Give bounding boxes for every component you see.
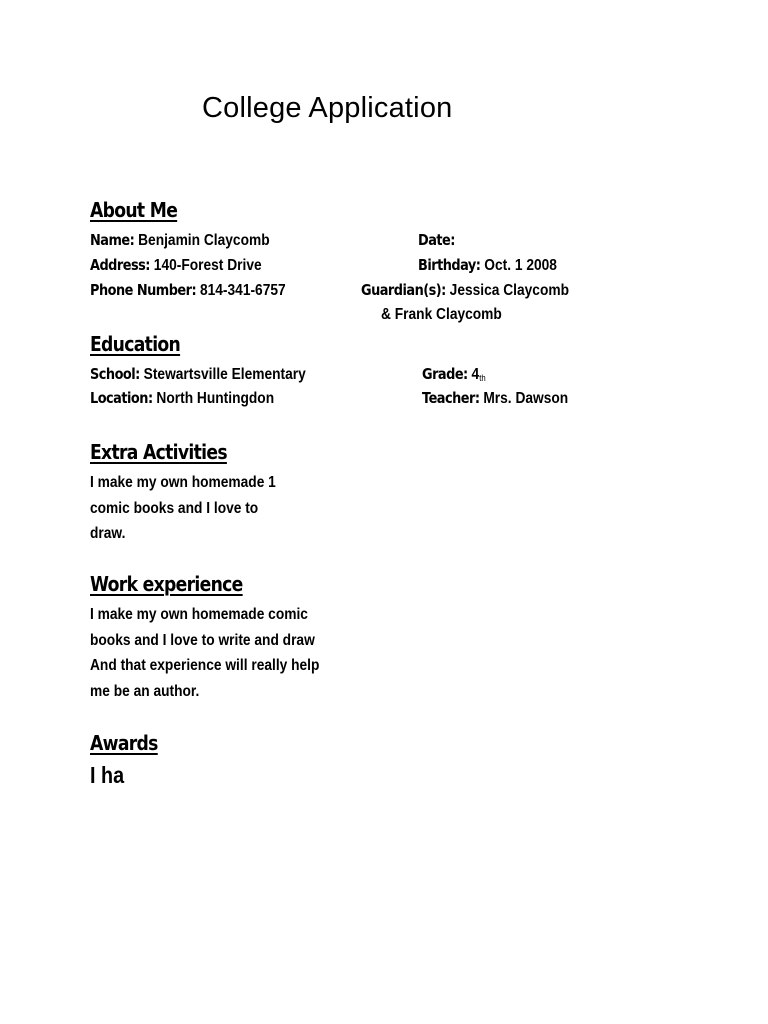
birthday-label: Birthday: [418, 256, 481, 274]
birthday-value: Oct. 1 2008 [484, 257, 557, 274]
work-experience-heading: Work experience [90, 572, 243, 596]
address-label: Address: [90, 256, 150, 274]
name-row [90, 231, 270, 250]
guardians-label: Guardian(s): [361, 281, 446, 299]
name-label: Name: [90, 231, 135, 249]
work-experience-line: And that experience will really help [90, 657, 320, 674]
address-value: 140-Forest Drive [153, 257, 262, 274]
date-row [418, 231, 455, 250]
work-experience-text [90, 602, 319, 704]
work-experience-line: books and I love to write and draw [90, 631, 315, 649]
teacher-label: Teacher: [422, 389, 480, 407]
grade-label: Grade: [422, 365, 468, 383]
phone-row [90, 281, 286, 300]
address-row [90, 256, 262, 275]
location-row [90, 389, 274, 408]
page-title: College Application [202, 92, 453, 124]
grade-value: 4 [471, 366, 480, 383]
grade-suffix: th [479, 373, 486, 383]
phone-label: Phone Number: [90, 281, 197, 299]
school-label: School: [90, 365, 140, 383]
extra-activities-line: draw. [90, 525, 126, 542]
teacher-value: Mrs. Dawson [483, 390, 569, 407]
work-experience-line: me be an author. [90, 682, 200, 700]
awards-text: I ha [90, 762, 125, 788]
date-label: Date: [418, 231, 455, 249]
name-value: Benjamin Claycomb [138, 232, 270, 249]
teacher-row [422, 389, 568, 408]
extra-activities-line: comic books and I love to [90, 499, 259, 517]
location-label: Location: [90, 389, 153, 407]
guardians-value: Jessica Claycomb [449, 282, 569, 299]
location-value: North Huntingdon [156, 390, 275, 407]
work-experience-line: I make my own homemade comic [90, 606, 308, 623]
guardians-row [361, 281, 569, 300]
school-row [90, 365, 306, 384]
guardians-row-2 [381, 306, 502, 324]
about-me-heading: About Me [90, 198, 178, 222]
phone-value: 814-341-6757 [199, 282, 286, 299]
education-heading: Education [90, 332, 181, 356]
awards-heading: Awards [90, 731, 158, 755]
birthday-row [418, 256, 557, 275]
school-value: Stewartsville Elementary [143, 366, 306, 383]
grade-row [422, 365, 486, 384]
extra-activities-line: I make my own homemade 1 [90, 474, 276, 491]
extra-activities-heading: Extra Activities [90, 440, 227, 464]
extra-activities-text [90, 470, 276, 547]
guardians-value-2: & Frank Claycomb [381, 306, 502, 323]
